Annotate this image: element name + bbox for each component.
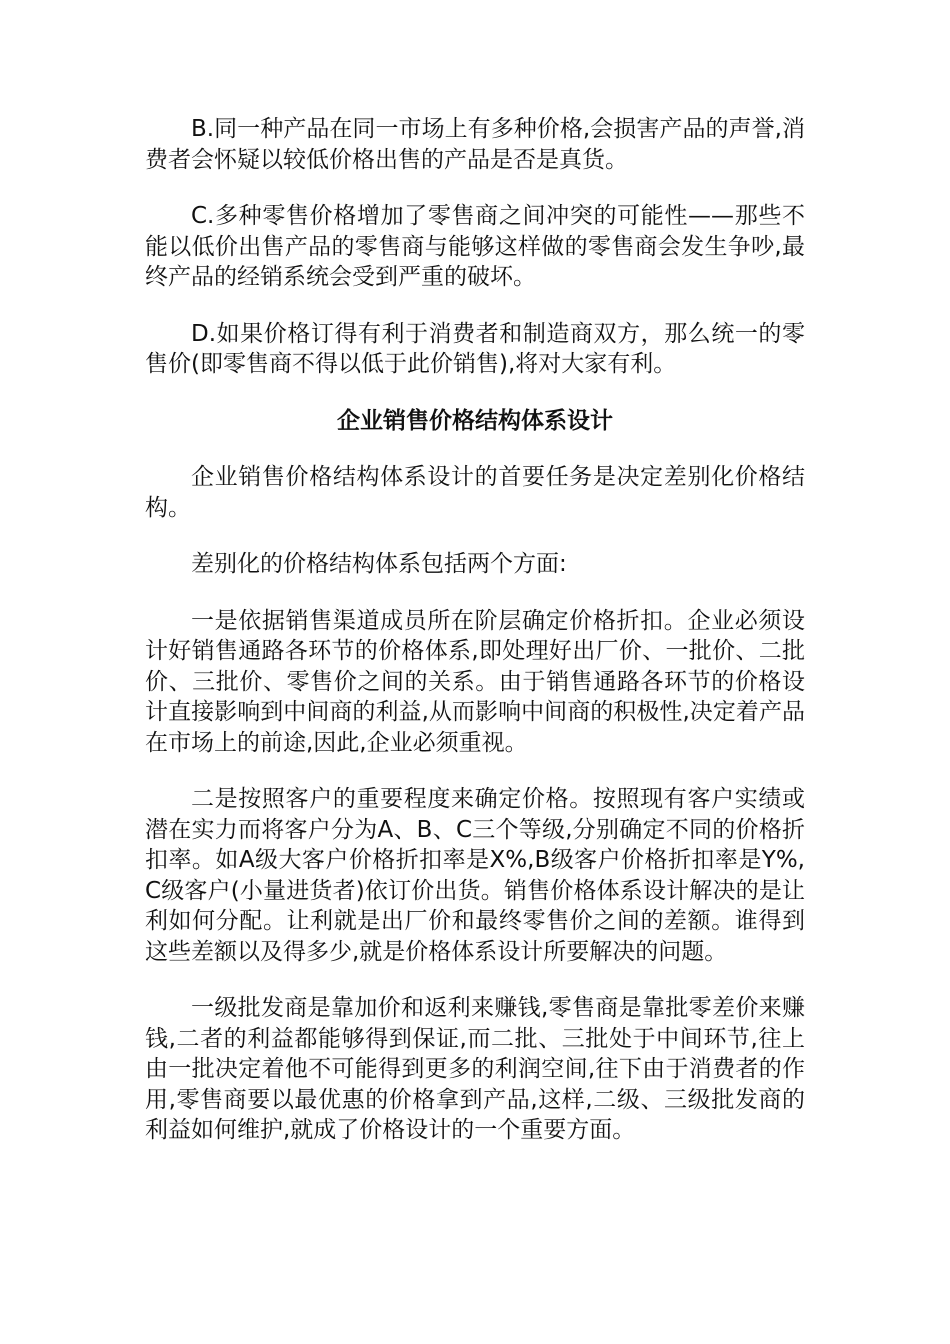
paragraph-wholesaler-profit: 一级批发商是靠加价和返利来赚钱,零售商是靠批零差价来赚钱,二者的利益都能够得到保证,而二批、三批处于中间环节,往上由一批决定着他不可能得到更多的利润空间,往下由于消费者的作用,零售商要以最优惠的价格拿到产品,这样,二级、三级批发商的利益如何维护,就成了价格设计的一个重要方面。 [145, 995, 805, 1143]
paragraph-channel-discount: 一是依据销售渠道成员所在阶层确定价格折扣。企业必须设计好销售通路各环节的价格体系,即处理好出厂价、一批价、二批价、三批价、零售价之间的关系。由于销售通路各环节的价格设计直接影响到中间商的利益,从而影响中间商的积极性,决定着产品在市场上的前途,因此,企业必须重视。 [145, 607, 805, 756]
paragraph-intro: 企业销售价格结构体系设计的首要任务是决定差别化价格结构。 [145, 464, 805, 521]
paragraph-option-c: C.多种零售价格增加了零售商之间冲突的可能性——那些不能以低价出售产品的零售商与能够这样做的零售商会发生争吵,最终产品的经销系统会受到严重的破坏。 [145, 203, 805, 290]
paragraph-option-d: D.如果价格订得有利于消费者和制造商双方，那么统一的零售价(即零售商不得以低于此价销售),将对大家有利。 [145, 320, 805, 377]
paragraph-two-aspects: 差别化的价格结构体系包括两个方面: [191, 551, 567, 577]
document-body [145, 114, 805, 1172]
paragraph-customer-importance: 二是按照客户的重要程度来确定价格。按照现有客户实绩或潜在实力而将客户分为A、B、C三个等级,分别确定不同的价格折扣率。如A级大客户价格折扣率是X%,B级客户价格折扣率是Y%,C级客户(小量进货者)依订价出货。销售价格体系设计解决的是让利如何分配。让利就是出厂价和最终零售价之间的差额。谁得到这些差额以及得多少,就是价格体系设计所要解决的问题。 [145, 786, 805, 965]
section-heading: 企业销售价格结构体系设计 [337, 407, 613, 434]
paragraph-option-b: B.同一种产品在同一市场上有多种价格,会损害产品的声誉,消费者会怀疑以较低价格出售的产品是否是真货。 [145, 116, 805, 173]
